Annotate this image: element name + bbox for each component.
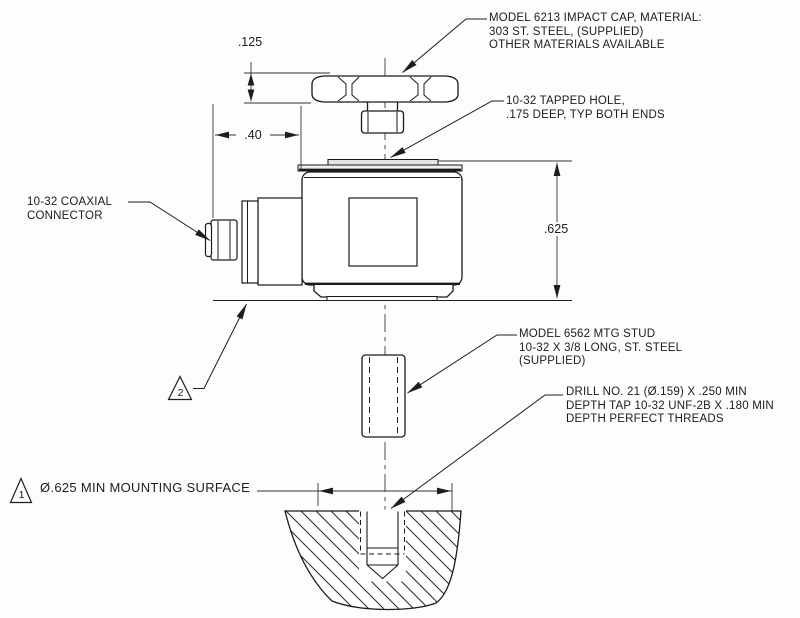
callout-line: (SUPPLIED) — [519, 355, 586, 367]
arrowhead-down — [248, 90, 255, 102]
callout-line: DEPTH TAP 10-32 UNF-2B X .180 MIN — [566, 399, 774, 412]
arrowhead-down — [554, 285, 561, 299]
callout-line: 10-32 X 3/8 LONG, ST. STEEL — [519, 341, 683, 354]
dimension-mounting-surface — [257, 483, 452, 511]
body-base-foot — [327, 297, 437, 301]
mounting-block — [285, 510, 461, 610]
callout-line: 303 ST. STEEL, (SUPPLIED) — [489, 25, 644, 38]
callout-tapped-hole — [506, 95, 665, 122]
callout-line: MODEL 6213 IMPACT CAP, MATERIAL: — [489, 12, 702, 24]
arrowhead-left — [216, 132, 230, 139]
body-top-plates — [298, 160, 462, 172]
arrowhead-right — [437, 488, 451, 495]
leader-drill-note — [391, 395, 563, 509]
body-face-window — [349, 198, 417, 266]
callout-line: .175 DEEP, TYP BOTH ENDS — [506, 108, 665, 121]
arrowhead-right — [285, 132, 299, 139]
body-base-flange — [314, 285, 453, 297]
arrowhead-up — [554, 163, 561, 177]
sensor-body — [302, 172, 462, 301]
callout-line: DRILL NO. 21 (Ø.159) X .250 MIN — [566, 386, 747, 398]
dim-connector-length: .40 — [236, 128, 270, 142]
leader-impact-cap — [403, 19, 488, 73]
leader-flag-2 — [193, 304, 247, 389]
arrowhead-up — [248, 74, 255, 86]
callout-line: CONNECTOR — [27, 209, 103, 222]
callout-coaxial-connector — [27, 196, 112, 223]
hole-clearing — [359, 510, 406, 582]
dim-body-height: .625 — [537, 222, 575, 236]
callout-mtg-stud — [519, 328, 682, 369]
mounting-stud — [362, 355, 405, 437]
dim-cap-height: .125 — [237, 35, 263, 49]
coax-connector — [206, 198, 303, 285]
leader-coax-connector — [128, 202, 210, 241]
callout-mounting-surface — [40, 481, 250, 495]
callout-impact-cap — [489, 12, 702, 53]
flag-1-number: 1 — [18, 489, 25, 501]
leader-mtg-stud — [408, 335, 518, 393]
callout-line: 10-32 TAPPED HOLE, — [506, 95, 625, 107]
callout-drill-note — [566, 386, 774, 427]
callout-line: 10-32 COAXIAL — [27, 196, 113, 208]
callout-line: MODEL 6562 MTG STUD — [519, 328, 656, 340]
callout-line: Ø.625 MIN MOUNTING SURFACE — [40, 480, 251, 495]
leader-tapped-hole — [391, 101, 505, 158]
arrowhead-left — [319, 488, 333, 495]
cap-stud-nut — [362, 102, 404, 133]
callout-line: OTHER MATERIALS AVAILABLE — [489, 39, 665, 51]
flag-2-number: 2 — [177, 386, 184, 399]
callout-line: DEPTH PERFECT THREADS — [566, 413, 724, 425]
